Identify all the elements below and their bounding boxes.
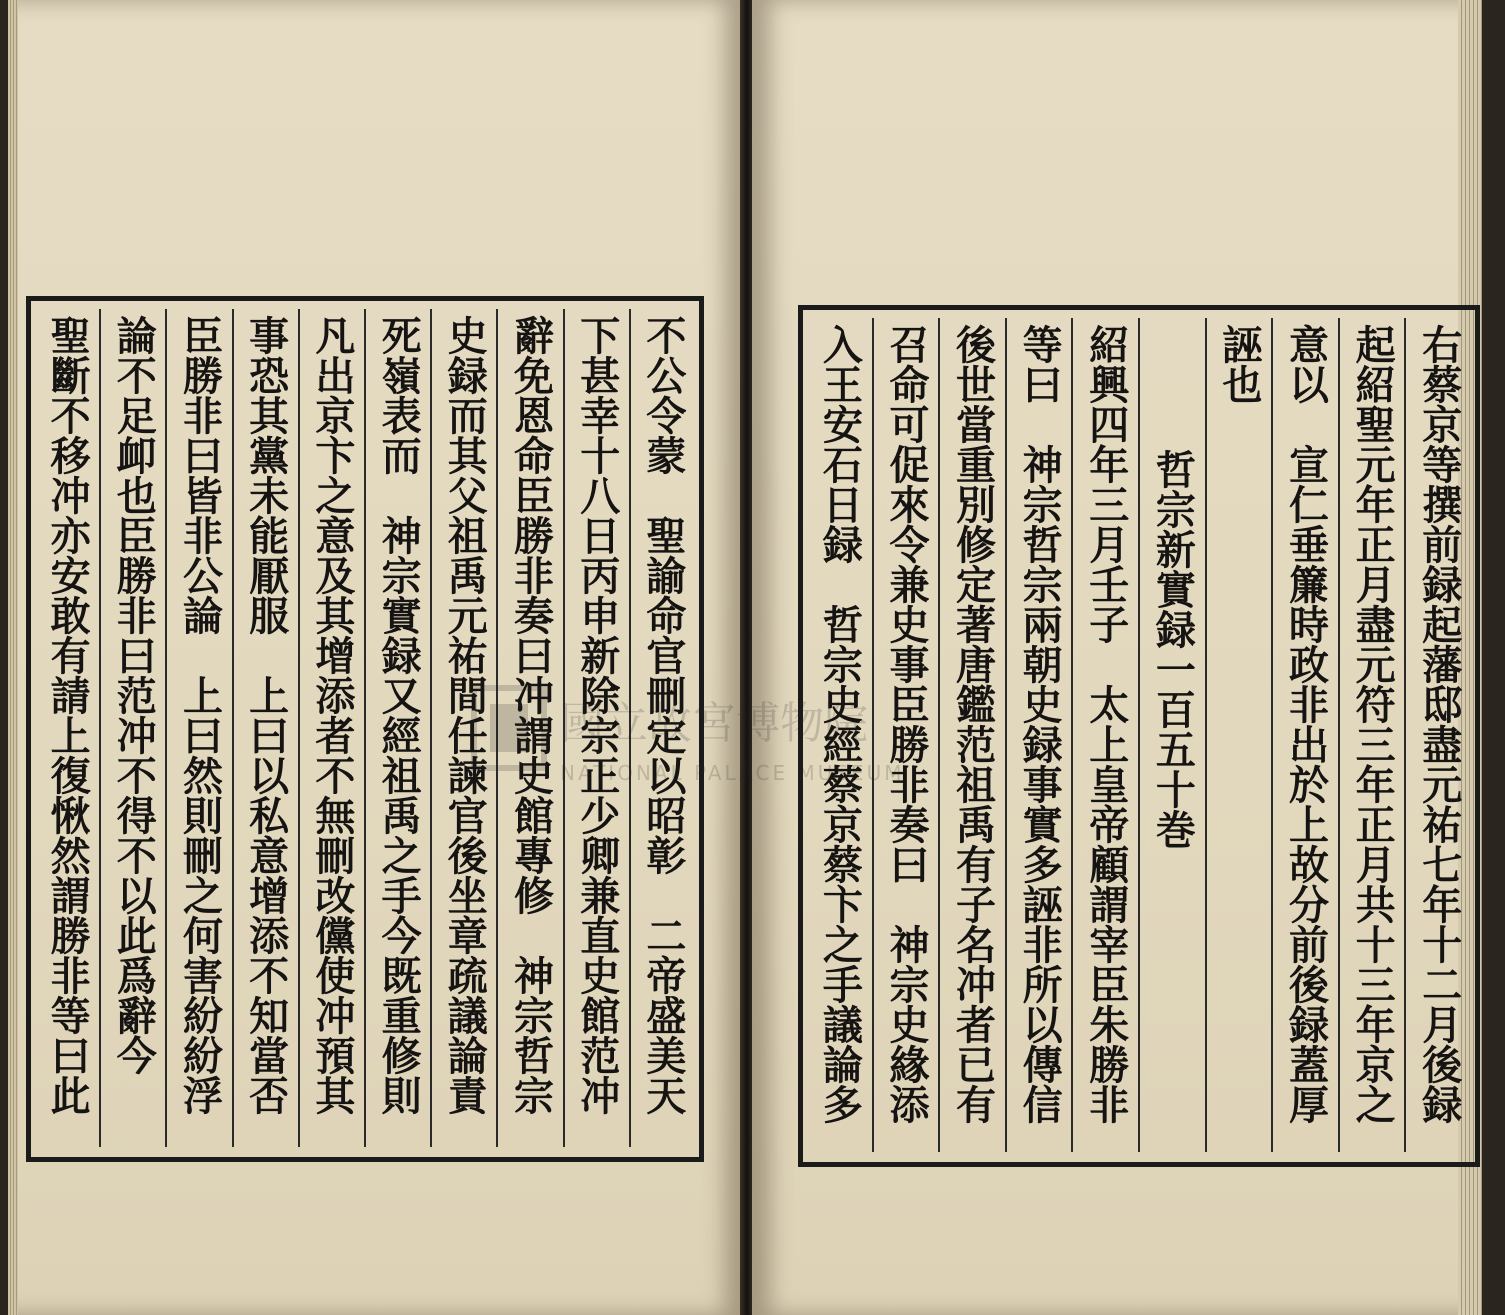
right-column-text: 入王安石日録 哲宗史經蔡京蔡卞之手議論多 <box>816 324 864 1124</box>
right-column <box>872 318 939 1152</box>
right-column <box>938 318 1005 1152</box>
left-column-text: 聖斷不移冲亦安敢有請上復愀然謂勝非等曰此 <box>44 315 92 1115</box>
right-column-text: 紹興四年三月壬子 太上皇帝顧謂宰臣朱勝非 <box>1082 324 1130 1124</box>
right-column <box>1138 318 1205 1152</box>
left-column <box>430 309 496 1147</box>
right-columns <box>807 318 1471 1152</box>
right-column-text: 等曰 神宗哲宗兩朝史録事實多誣非所以傳信 <box>1016 324 1064 1124</box>
left-column-text: 史録而其父祖禹元祐間任諫官後坐章疏議論責 <box>441 315 489 1115</box>
left-column-text: 辭免恩命臣勝非奏曰冲謂史館專修 神宗哲宗 <box>507 315 555 1115</box>
right-column <box>1338 318 1405 1152</box>
left-column-text: 不公令蒙 聖諭命官刪定以昭彰 二帝盛美天 <box>639 315 687 1115</box>
left-column-text: 論不足卹也臣勝非曰范冲不得不以此爲辭今 <box>110 315 158 1075</box>
left-column <box>232 309 298 1147</box>
right-column <box>1071 318 1138 1152</box>
right-column-text: 召命可促來令兼史事臣勝非奏曰 神宗史緣添 <box>882 324 930 1124</box>
right-column <box>1205 318 1272 1152</box>
right-column-text: 起紹聖元年正月盡元符三年正月共十三年京之 <box>1349 324 1397 1124</box>
right-column <box>1005 318 1072 1152</box>
left-column <box>298 309 364 1147</box>
left-column <box>496 309 562 1147</box>
left-columns <box>35 309 695 1147</box>
right-column <box>1271 318 1338 1152</box>
left-column <box>364 309 430 1147</box>
left-page <box>8 0 743 1315</box>
left-column-text: 下甚幸十八日丙申新除宗正少卿兼直史館范冲 <box>573 315 621 1115</box>
left-column <box>99 309 165 1147</box>
left-column-text: 事恐其黨未能厭服 上曰以私意增添不知當否 <box>242 315 290 1115</box>
right-column <box>1404 318 1471 1152</box>
left-column-text: 死嶺表而 神宗實録又經祖禹之手今既重修則 <box>375 315 423 1115</box>
right-column-text: 誣也 <box>1215 324 1263 404</box>
right-column-text: 意以 宣仁垂簾時政非出於上故分前後録蓋厚 <box>1282 324 1330 1124</box>
left-column <box>629 309 695 1147</box>
right-column-text: 右蔡京等撰前録起藩邸盡元祐七年十二月後録 <box>1415 324 1463 1124</box>
page-edges-left <box>8 0 18 1315</box>
right-text-frame <box>798 305 1480 1167</box>
right-column-text: 後世當重別修定著唐鑑范祖禹有子名冲者已有 <box>949 324 997 1124</box>
left-column-text: 凡出京卞之意及其增添者不無刪改儻使冲預其 <box>308 315 356 1115</box>
left-column <box>563 309 629 1147</box>
right-column <box>807 318 872 1152</box>
left-column-text: 臣勝非曰皆非公論 上曰然則刪之何害紛紛浮 <box>176 315 224 1115</box>
right-column-text: 哲宗新實録一百五十巻 <box>1149 449 1197 849</box>
left-text-frame <box>26 296 704 1162</box>
left-column <box>165 309 231 1147</box>
left-column <box>35 309 99 1147</box>
